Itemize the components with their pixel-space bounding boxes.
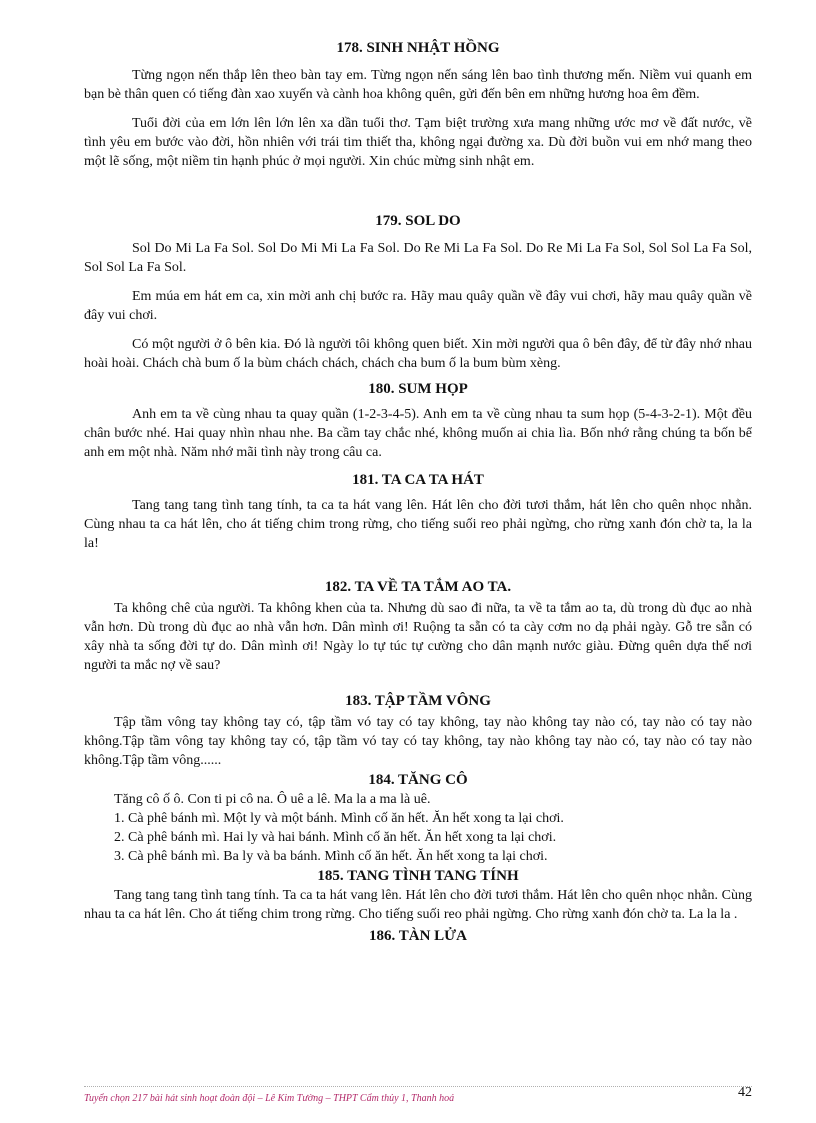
paragraph: Anh em ta về cùng nhau ta quay quần (1-2-3-4-5). Anh em ta về cùng nhau ta sum họp (5-4-3-2-1). Một đều chân bước nhé. Hai quay nhìn nhau nhe. Ba cầm tay chắc nhé, không muốn ai chia lìa. Bốn nhớ rằng chúng ta bốn bể anh em một nhà. Năm nhớ mãi tình này trong câu ca. <box>84 407 752 460</box>
section-title-184: 184. TĂNG CÔ <box>368 772 468 788</box>
list-item: 2. Cà phê bánh mì. Hai ly và hai bánh. Mình cố ăn hết. Ăn hết xong ta lại chơi. <box>114 830 557 845</box>
section-title-182: 182. TA VỀ TA TẮM AO TA. <box>324 579 512 595</box>
paragraph: Tập tầm vông tay không tay có, tập tầm vó tay có tay không, tay nào không tay nào có, tay nào có tay nào không.Tập tầm vông tay không tay có, tập tầm vó tay có tay không, tay nào không tay nào có, tay nào có tay nào không.Tập tầm vông...... <box>84 715 752 768</box>
footer-text: Tuyển chọn 217 bài hát sinh hoạt đoàn đội – Lê Kim Tường – THPT Cẩm thủy 1, Thanh hoá <box>84 1093 455 1104</box>
paragraph: Tăng cô ố ô. Con ti pi cô na. Ô uê a lê. Ma la a ma là uê. <box>114 792 431 807</box>
page-number: 42 <box>738 1085 752 1100</box>
list-item: 1. Cà phê bánh mì. Một ly và một bánh. Mình cố ăn hết. Ăn hết xong ta lại chơi. <box>114 811 564 826</box>
page-footer <box>84 1085 752 1104</box>
section-title-178: 178. SINH NHẬT HỒNG <box>336 40 500 56</box>
paragraph: Tang tang tang tình tang tính. Ta ca ta hát vang lên. Hát lên cho đời tươi thắm. Hát lên cho quên nhọc nhằn. Cùng nhau ta ca hát lên. Cho át tiếng chim trong rừng. Cho tiếng suối reo phải ngừng. Cho rừng xanh đón chờ ta. La la la . <box>84 888 752 922</box>
section-title-185: 185. TANG TÌNH TANG TÍNH <box>317 868 519 884</box>
section-title-183: 183. TẬP TẦM VÔNG <box>345 693 491 709</box>
paragraph: Ta không chê của người. Ta không khen của ta. Nhưng dù sao đi nữa, ta về ta tắm ao ta, dù trong dù đục ao nhà vẫn hơn. Dù trong dù đục ao nhà vẫn hơn. Dân mình ơi! Ruộng ta sẵn có ta cày cơm no dạ phải ngày. Gỗ tre sẵn có xây nhà ta sống đời tự do. Dân mình ơi! Ngày lo tự túc tự cường cho dân mạnh nước giàu. Đừng quên dựa thế nơi người ta mắc nợ về sau? <box>84 601 752 673</box>
list-item: 3. Cà phê bánh mì. Ba ly và ba bánh. Mình cố ăn hết. Ăn hết xong ta lại chơi. <box>114 849 548 864</box>
section-title-179: 179. SOL DO <box>375 213 461 229</box>
paragraph: Tang tang tang tình tang tính, ta ca ta hát vang lên. Hát lên cho đời tươi thắm, hát lên cho quên nhọc nhằn. Cùng nhau ta ca hát lên, cho át tiếng chim trong rừng, cho tiếng suối reo phải ngừng, cho rừng xanh đón chờ ta, la la la! <box>84 498 752 551</box>
section-title-186: 186. TÀN LỬA <box>369 928 467 944</box>
paragraph: Từng ngọn nến thắp lên theo bàn tay em. Từng ngọn nến sáng lên bao tình thương mến. Niềm vui quanh em bạn bè thân quen có tiếng đàn xao xuyến và cành hoa không quên, gửi đến bên em những hương hoa êm đềm. <box>84 68 752 102</box>
paragraph: Em múa em hát em ca, xin mời anh chị bước ra. Hãy mau quây quần về đây vui chơi, hãy mau quây quần về đây vui chơi. <box>84 289 752 323</box>
section-title-181: 181. TA CA TA HÁT <box>352 472 484 488</box>
section-title-180: 180. SUM HỌP <box>368 381 468 397</box>
paragraph: Tuổi đời của em lớn lên lớn lên xa dần tuổi thơ. Tạm biệt trường xưa mang những ước mơ về đất nước, về tình yêu em bước vào đời, hồn nhiên với trái tim thiết tha, không ngại đường xa. Dù đời buồn vui em nhớ mang theo một lẽ sống, một niềm tin hạnh phúc ở mọi người. Xin chúc mừng sinh nhật em. <box>84 116 752 169</box>
paragraph: Có một người ở ô bên kia. Đó là người tôi không quen biết. Xin mời người qua ô bên đây, để từ đây nhớ nhau hoài hoài. Chách chà bum ố la bùm chách chách, chách cha bum ố la bum bùm xèng. <box>84 337 752 371</box>
paragraph: Sol Do Mi La Fa Sol. Sol Do Mi Mi La Fa Sol. Do Re Mi La Fa Sol. Do Re Mi La Fa Sol, Sol Sol La Fa Sol, Sol Sol La Fa Sol. <box>84 241 752 275</box>
document-page <box>84 38 752 946</box>
